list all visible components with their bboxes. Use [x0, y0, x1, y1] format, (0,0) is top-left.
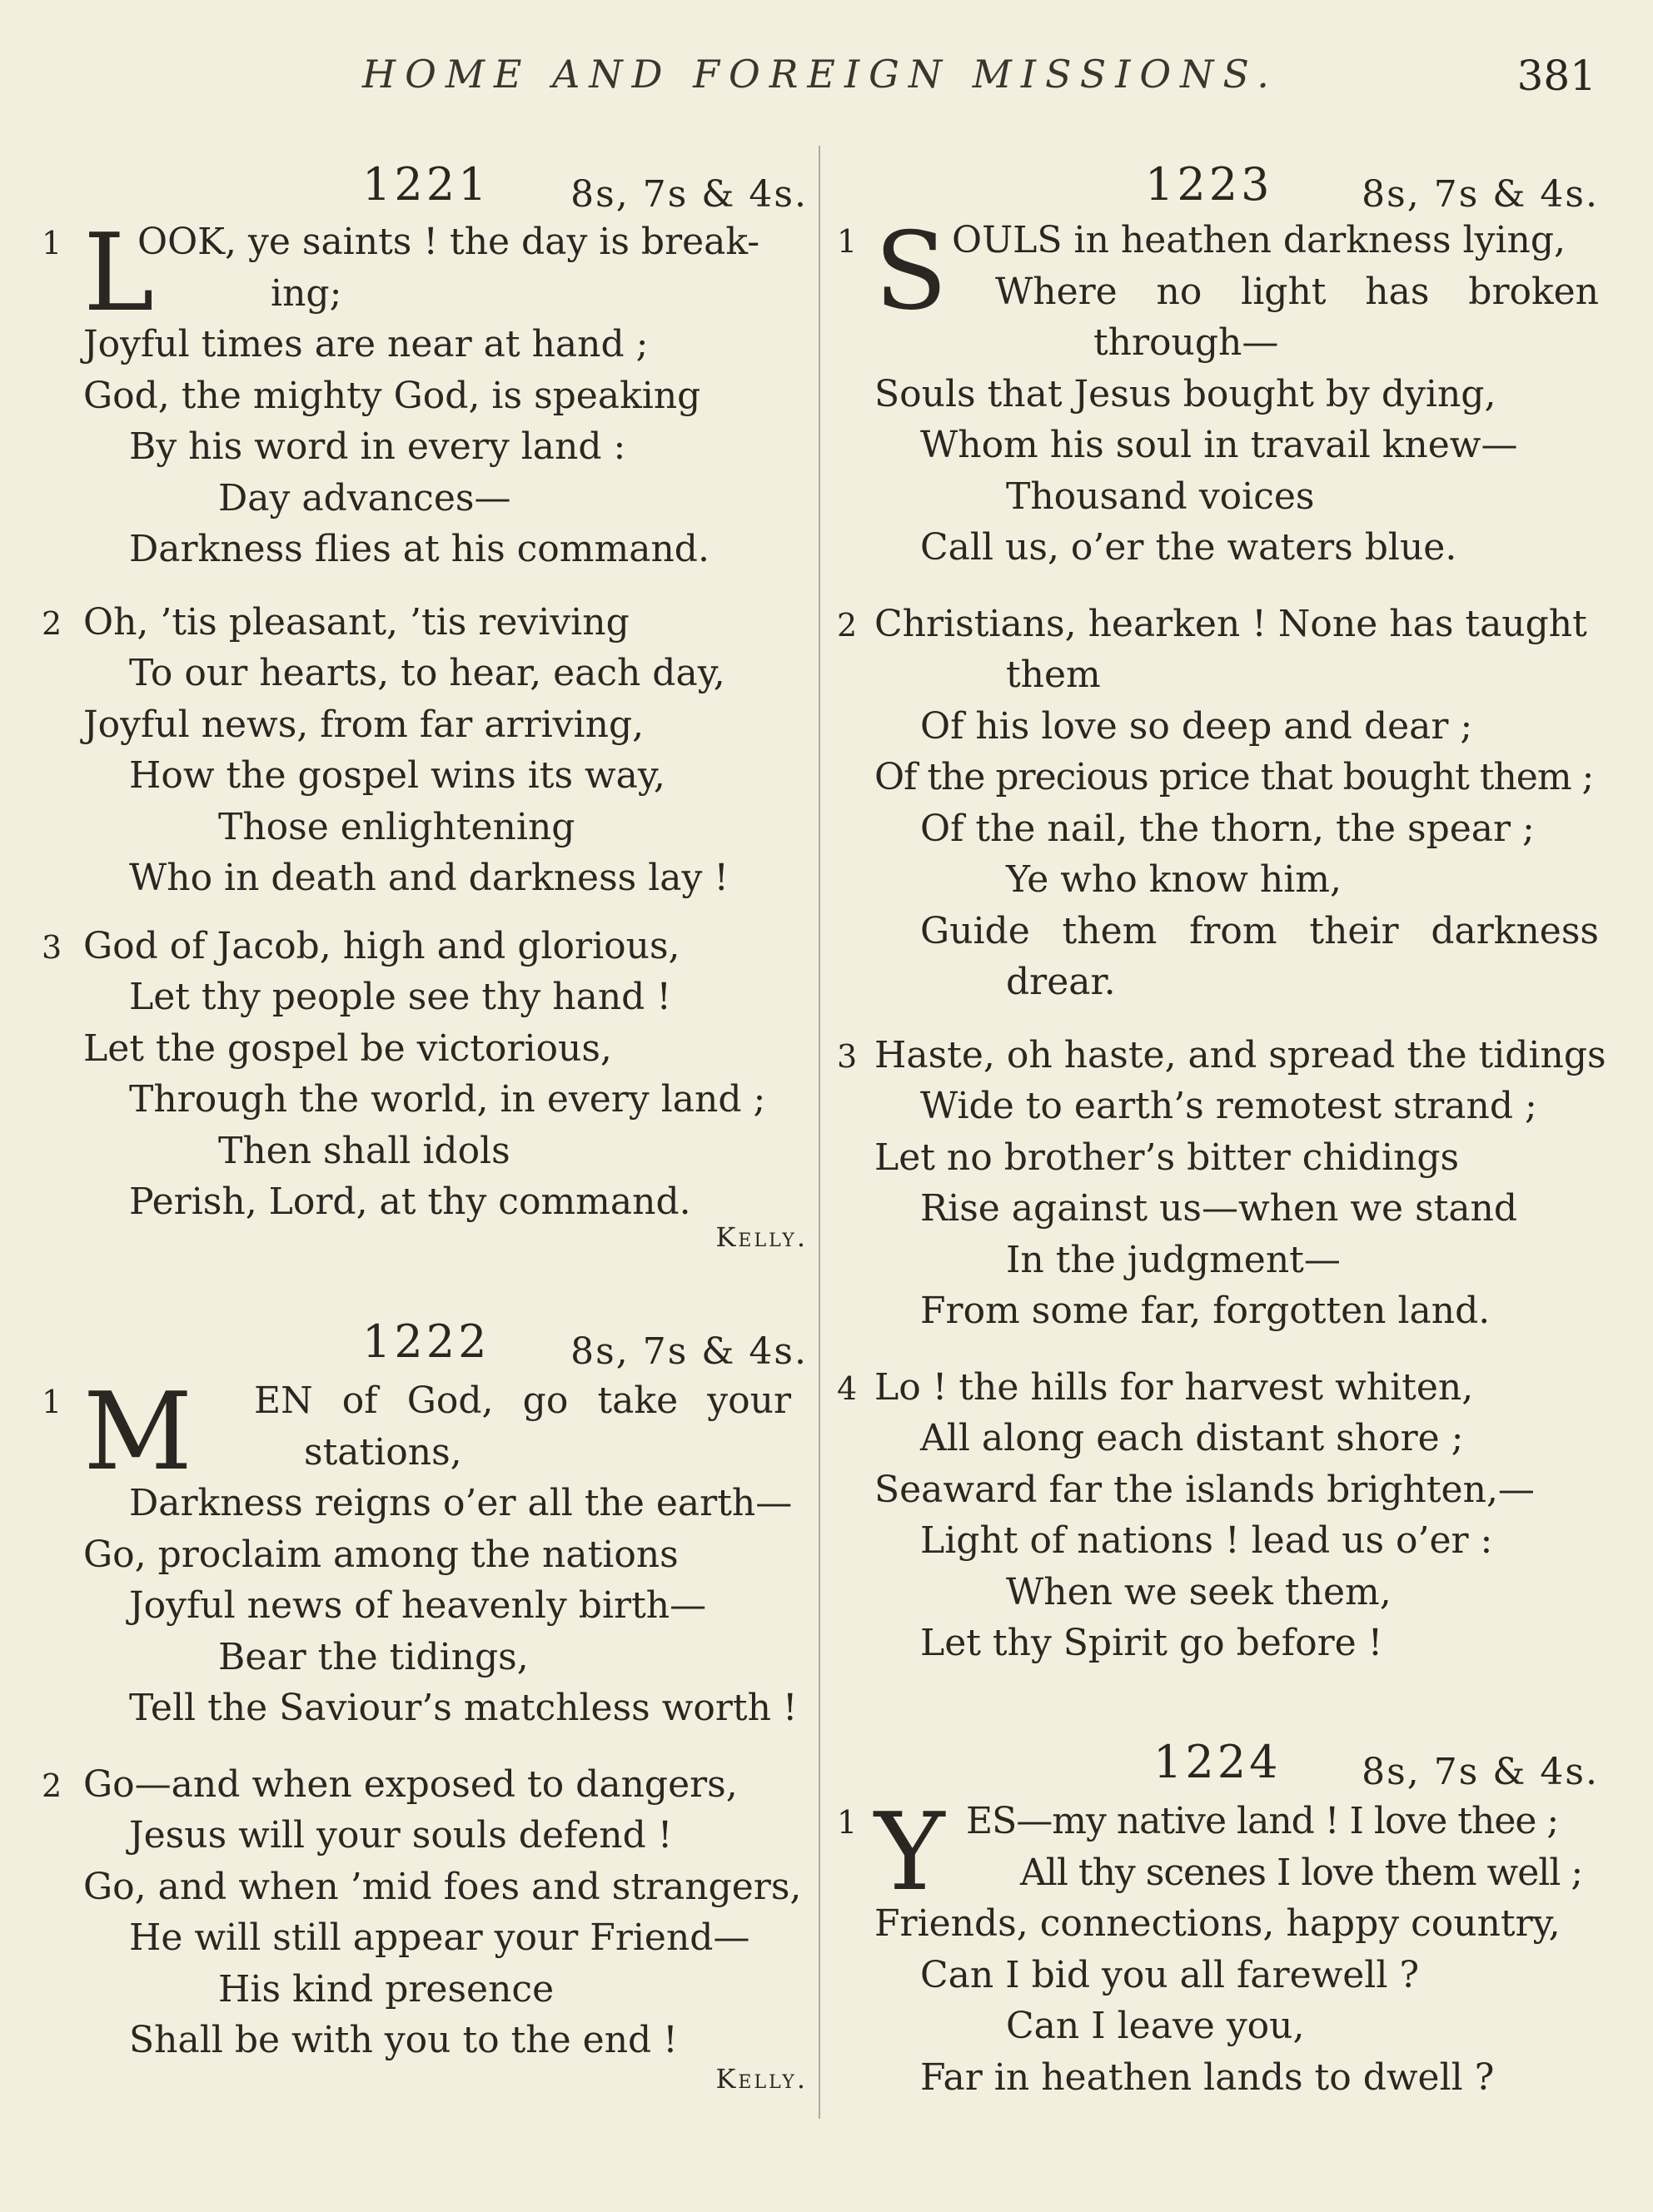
- verse-4: [829, 1362, 1599, 1669]
- verse-1: [33, 211, 808, 575]
- verse-number: 3: [837, 1037, 858, 1075]
- verse-line: Go, and when ’mid foes and strangers,: [83, 1865, 802, 1908]
- verse-line: In the judgment—: [1006, 1238, 1341, 1281]
- verse-line: Perish, Lord, at thy command.: [129, 1181, 691, 1223]
- page-number: 381: [1516, 52, 1596, 100]
- verse-line: Lo ! the hills for harvest whiten,: [874, 1365, 1474, 1409]
- verse-line: them: [1006, 654, 1101, 696]
- verse-line: Let thy Spirit go before !: [920, 1622, 1383, 1664]
- verse-line: Let no brother’s bitter chidings: [874, 1136, 1460, 1179]
- verse-line: Can I bid you all farewell ?: [920, 1953, 1420, 1996]
- verse-line: OOK, ye saints ! the day is break-: [137, 221, 760, 263]
- verse-line: How the gospel wins its way,: [129, 754, 665, 797]
- verse-line: Joyful news of heavenly birth—: [129, 1584, 707, 1627]
- drop-cap: M: [83, 1370, 193, 1494]
- verse-line: His kind presence: [218, 1967, 555, 2011]
- hymn-1223: [829, 158, 1606, 1669]
- hymn-number: 1221: [362, 158, 490, 211]
- verse-line: Bear the tidings,: [218, 1635, 529, 1678]
- verse-line: Let the gospel be victorious,: [83, 1026, 612, 1070]
- verse-line: By his word in every land :: [129, 425, 626, 468]
- verse-line: Those enlightening: [218, 805, 575, 848]
- verse-line: Let thy people see thy hand !: [129, 976, 671, 1018]
- verse-2: [829, 599, 1599, 1008]
- verse-number: 2: [42, 1767, 62, 1804]
- verse-2: [33, 1759, 808, 2066]
- column-divider: [819, 146, 820, 2119]
- verse-line: drear.: [1006, 961, 1116, 1003]
- verse-line: All thy scenes I love them well ;: [1020, 1851, 1583, 1894]
- verse-line: Friends, connections, happy country,: [874, 1902, 1561, 1945]
- verse-line: To our hearts, to hear, each day,: [129, 652, 725, 694]
- verse-number: 1: [42, 1384, 62, 1420]
- running-head: HOME AND FOREIGN MISSIONS.: [362, 52, 1278, 97]
- verse-line: All along each distant shore ;: [920, 1417, 1464, 1459]
- verse-line: Of his love so deep and dear ;: [920, 704, 1473, 748]
- verse-line: Haste, oh haste, and spread the tidings: [874, 1033, 1606, 1076]
- verse-line: From some far, forgotten land.: [920, 1290, 1491, 1332]
- verse-3: [33, 921, 808, 1228]
- verse-line: Tell the Saviour’s matchless worth !: [129, 1687, 798, 1729]
- verse-line: Whom his soul in travail knew—: [920, 424, 1518, 466]
- verse-line: Joyful news, from far arriving,: [83, 703, 645, 746]
- verse-line: He will still appear your Friend—: [129, 1916, 750, 1959]
- hymn-1221: [33, 158, 808, 1253]
- verse-line: stations,: [304, 1430, 462, 1474]
- verse-line: Joyful times are near at hand ;: [83, 323, 649, 365]
- verse-line: Thousand voices: [1006, 475, 1315, 518]
- verse-line: Go—and when exposed to dangers,: [83, 1762, 738, 1806]
- verse-1: [829, 210, 1599, 574]
- hymn-number: 1222: [362, 1315, 490, 1368]
- verse-line: Shall be with you to the end !: [129, 2019, 678, 2061]
- verse-line: Light of nations ! lead us o’er :: [920, 1519, 1493, 1562]
- verse-line: OULS in heathen darkness lying,: [952, 219, 1566, 261]
- hymn-number: 1224: [1153, 1736, 1282, 1788]
- hymn-meter: 8s, 7s & 4s.: [570, 173, 808, 216]
- hymn-author: Kelly.: [715, 1220, 808, 1253]
- verse-line: Can I leave you,: [1006, 2005, 1305, 2047]
- drop-cap: S: [874, 210, 948, 334]
- verse-line: Of the nail, the thorn, the spear ;: [920, 807, 1535, 850]
- hymn-number: 1223: [1145, 158, 1273, 211]
- verse-line: Ye who know him,: [1006, 858, 1342, 901]
- verse-line: God, the mighty God, is speaking: [83, 374, 701, 417]
- verse-1: [33, 1370, 808, 1734]
- hymn-meter: 8s, 7s & 4s.: [1362, 1751, 1599, 1793]
- verse-line: Go, proclaim among the nations: [83, 1533, 679, 1576]
- verse-line: Day advances—: [218, 476, 511, 519]
- drop-cap: Y: [874, 1791, 945, 1915]
- verse-line: Guide them from their darkness: [920, 909, 1599, 952]
- verse-line: Where no light has broken: [995, 270, 1599, 313]
- hymn-1222: [33, 1315, 808, 2095]
- verse-number: 3: [42, 928, 62, 966]
- page-header: [0, 52, 1653, 102]
- verse-line: Darkness flies at his command.: [129, 528, 709, 570]
- hymn-meter: 8s, 7s & 4s.: [1362, 173, 1599, 216]
- verse-number: 4: [837, 1369, 858, 1407]
- verse-3: [829, 1030, 1606, 1337]
- verse-line: Oh, ’tis pleasant, ’tis reviving: [83, 600, 630, 644]
- verse-number: 1: [42, 225, 62, 261]
- verse-line: ES—my native land ! I love thee ;: [966, 1800, 1559, 1842]
- verse-line: Then shall idols: [218, 1129, 510, 1172]
- verse-1: [829, 1791, 1599, 2103]
- drop-cap: L: [83, 211, 154, 336]
- verse-line: When we seek them,: [1006, 1570, 1392, 1613]
- verse-number: 2: [42, 604, 62, 642]
- verse-line: God of Jacob, high and glorious,: [83, 924, 680, 967]
- verse-line: Christians, hearken ! None has taught: [874, 602, 1587, 645]
- verse-number: 1: [837, 1804, 858, 1841]
- hymn-author: Kelly.: [715, 2062, 808, 2095]
- verse-line: Rise against us—when we stand: [920, 1187, 1518, 1230]
- verse-line: Far in heathen lands to dwell ?: [920, 2055, 1495, 2099]
- verse-line: through—: [1093, 321, 1279, 364]
- verse-2: [33, 597, 808, 904]
- verse-line: Who in death and darkness lay !: [129, 857, 729, 899]
- verse-number: 2: [837, 606, 858, 644]
- verse-line: Wide to earth’s remotest strand ;: [920, 1085, 1537, 1127]
- verse-line: ing;: [271, 271, 342, 315]
- verse-line: EN of God, go take your: [254, 1379, 791, 1422]
- verse-line: Call us, o’er the waters blue.: [920, 526, 1457, 569]
- verse-line: Seaward far the islands brighten,—: [874, 1468, 1535, 1511]
- verse-number: 1: [837, 223, 858, 260]
- verse-line: Darkness reigns o’er all the earth—: [129, 1482, 793, 1524]
- hymn-meter: 8s, 7s & 4s.: [570, 1330, 808, 1373]
- verse-line: Of the precious price that bought them ;: [874, 756, 1594, 798]
- verse-line: Souls that Jesus bought by dying,: [874, 372, 1496, 415]
- hymn-1224: [829, 1736, 1599, 2103]
- verse-line: Jesus will your souls defend !: [129, 1814, 673, 1857]
- verse-line: Through the world, in every land ;: [129, 1078, 766, 1121]
